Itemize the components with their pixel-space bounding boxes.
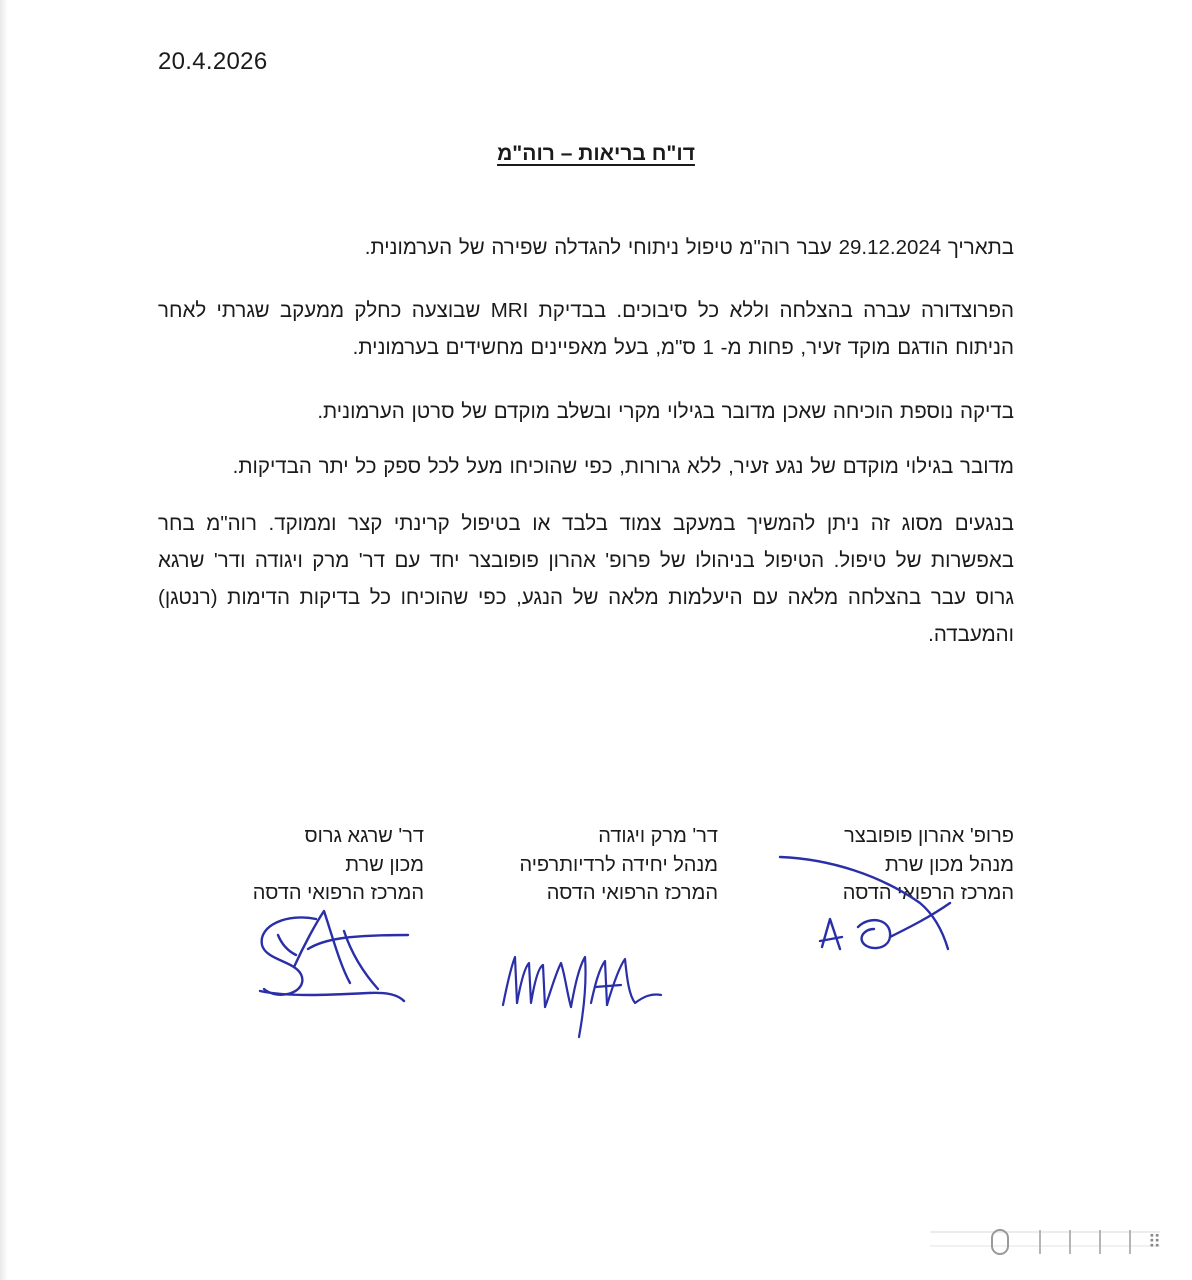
document-date: 20.4.2026 — [158, 48, 268, 75]
signatory-institution: המרכז הרפואי הדסה — [546, 882, 718, 904]
paragraph-surgery: בתאריך 29.12.2024 עבר רוה"מ טיפול ניתוחי להגדלה שפירה של הערמונית. — [364, 236, 1014, 259]
signature-gross — [248, 905, 418, 1015]
signatory-name: דר' שרגא גרוס — [304, 825, 424, 847]
paragraph-treatment: בנגעים מסוג זה ניתן להמשיך במעקב צמוד בלבד או בטיפול קרינתי קצר וממוקד. רוה"מ בחר באפשרות של טיפול. הטיפול בניהולו של פרופ' אהרון פופובצר יחד עם דר' מרק ויגודה ודר' שרגא גרוס עבר בהצלחה מלאה עם היעלמות מלאה של הנגע, כפי שהוכיחו כל בדיקות הדימות (רנטגן) והמעבדה. — [158, 512, 1014, 646]
signature-vigoda — [495, 945, 670, 1045]
paragraph-early-detection: מדובר בגילוי מוקדם של נגע זעיר, ללא גרורות, כפי שהוכיחו מעל לכל ספק כל יתר הבדיקות. — [232, 455, 1014, 478]
signatory-gross — [253, 822, 424, 908]
signatory-institution: המרכז הרפואי הדסה — [252, 882, 424, 904]
signatory-name: דר' מרק ויגודה — [598, 825, 718, 847]
signature-popovtzer — [770, 845, 960, 955]
signatory-name: פרופ' אהרון פופובצר — [844, 825, 1014, 847]
svg-text:⠿: ⠿ — [1148, 1232, 1162, 1253]
document-title-text: דו"ח בריאות – רוה"מ — [497, 142, 695, 165]
signatory-vigoda — [519, 822, 718, 908]
paragraph-additional-test: בדיקה נוספת הוכיחה שאכן מדובר בגילוי מקרי ובשלב מוקדם של סרטן הערמונית. — [317, 400, 1014, 423]
document-title — [0, 142, 1192, 166]
scan-watermark-mark — [920, 1224, 1170, 1260]
page-edge-shadow — [0, 0, 8, 1280]
signatory-role: מנהל יחידה לרדיותרפיה — [519, 853, 718, 876]
signatory-role: מנהל מכון שרת — [884, 853, 1014, 876]
signatory-role: מכון שרת — [345, 853, 424, 876]
paragraph-mri: הפרוצדורה עברה בהצלחה וללא כל סיבוכים. בבדיקת MRI שבוצעה כחלק ממעקב שגרתי לאחר הניתוח הודגם מוקד זעיר, פחות מ- 1 ס"מ, בעל מאפיינים מחשידים בערמונית. — [158, 299, 1014, 359]
signatory-institution: המרכז הרפואי הדסה — [842, 882, 1014, 904]
